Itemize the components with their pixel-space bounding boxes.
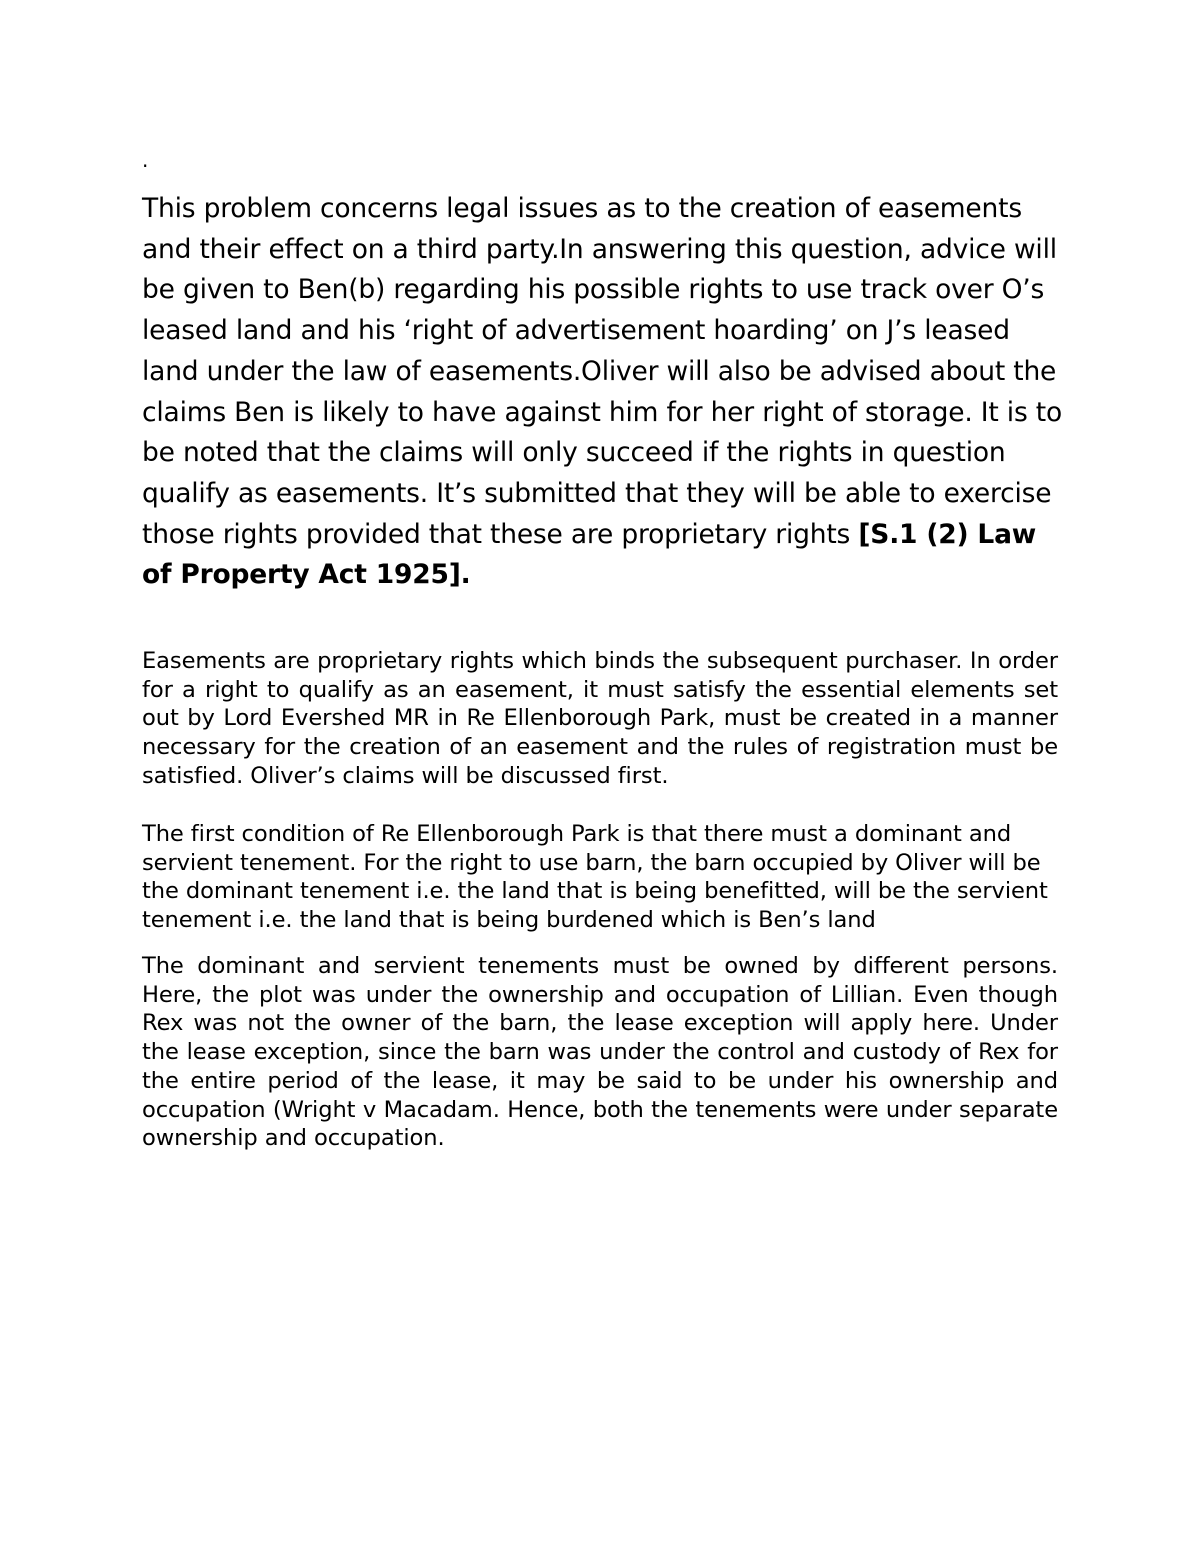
- intro-paragraph: [142, 189, 1062, 596]
- bullet-dot: .: [142, 148, 149, 172]
- statute-citation: [S.1 (2) Law of Property Act 1925].: [142, 518, 1037, 591]
- paragraph-separate-ownership: The dominant and servient tenements must be owned by different persons. Here, the plot was under the ownership and occupation of Lillian. Even though Rex was not the owner of the barn, the lease exception will apply here. Under the lease exception, since the barn was under the control and custody of Rex for the entire period of the lease, it may be said to be under his ownership and occupation (Wright v Macadam. Hence, both the tenements were under separate ownership and occupation.: [142, 953, 1058, 1152]
- paragraph-first-condition: The first condition of Re Ellenborough Park is that there must a dominant and servient tenement. For the right to use barn, the barn occupied by Oliver will be the dominant tenement i.e. the land that is being benefitted, will be the servient tenement i.e. the land that is being burdened which is Ben’s land: [142, 821, 1048, 934]
- intro-text: This problem concerns legal issues as to the creation of easements and their effect on a third party.In answering this question, advice will be given to Ben(b) regarding his possible rights to use track over O’s leased land and his ‘right of advertisement hoarding’ on J’s leased land under the law of easements.Oliver will also be advised about the claims Ben is likely to have against him for her right of storage. It is to be noted that the claims will only succeed if the rights in question qualify as easements. It’s submitted that they will be able to exercise those rights provided that these are proprietary rights: [142, 193, 1062, 550]
- paragraph-easements-definition: Easements are proprietary rights which binds the subsequent purchaser. In order for a right to qualify as an easement, it must satisfy the essential elements set out by Lord Evershed MR in Re Ellenborough Park, must be created in a manner necessary for the creation of an easement and the rules of registration must be satisfied. Oliver’s claims will be discussed first.: [142, 648, 1058, 789]
